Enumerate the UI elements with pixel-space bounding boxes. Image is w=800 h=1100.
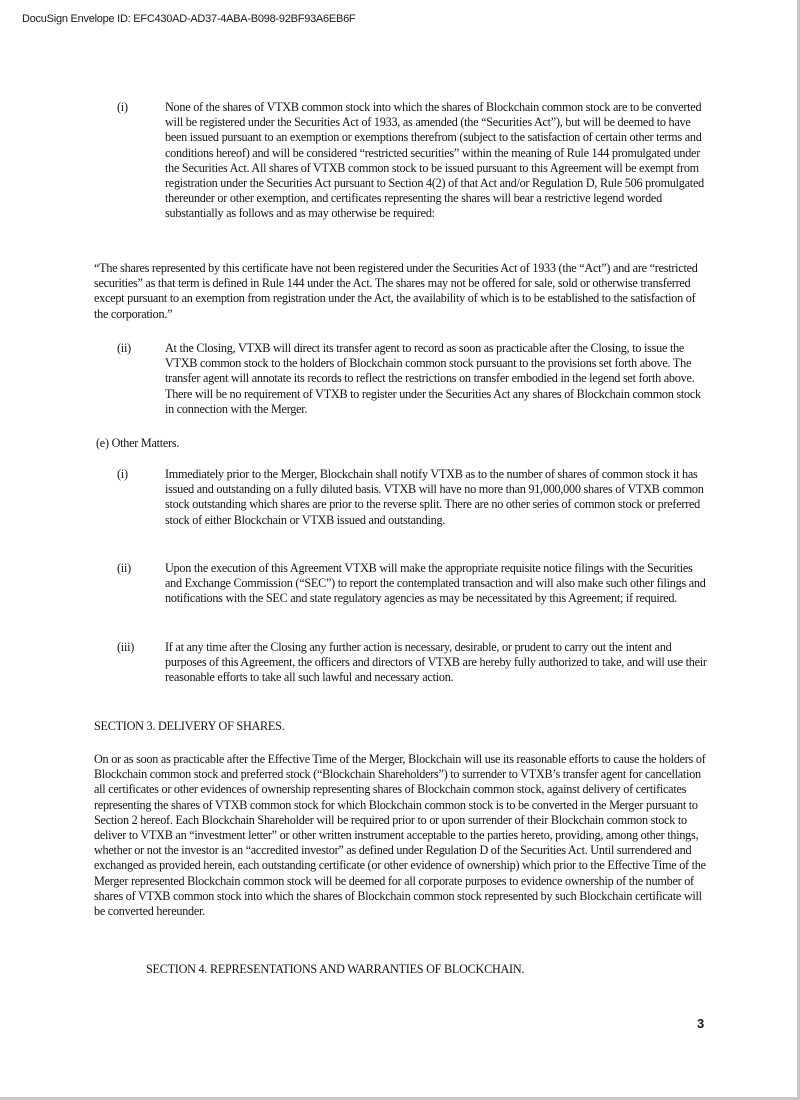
- other-matters-item-ii: [117, 561, 707, 607]
- item-number: (ii): [117, 341, 131, 355]
- item-number: (ii): [117, 561, 131, 575]
- item-number: (iii): [117, 640, 135, 654]
- other-matters-item-iii: [117, 640, 707, 686]
- item-text: Immediately prior to the Merger, Blockchain shall notify VTXB as to the number of shares of common stock it has issued and outstanding on a fully diluted basis. VTXB will have no more than 91,000,000 shares of VTXB common stock outstanding which shares are prior to the reverse split. There are no other series of common stock or preferred stock of either Blockchain or VTXB issued and outstanding.: [165, 467, 704, 527]
- item-text: None of the shares of VTXB common stock into which the shares of Blockchain common stock are to be converted will be registered under the Securities Act of 1933, as amended (the “Securities Act”), but will be deemed to have been issued pursuant to an exemption or exemptions therefrom (subject to the satisfaction of certain other terms and conditions hereof) and will be considered “restricted securities” within the meaning of Rule 144 promulgated under the Securities Act. All shares of VTXB common stock to be issued pursuant to this Agreement will be exempt from registration under the Securities Act pursuant to Section 4(2) of that Act and/or Regulation D, Rule 506 promulgated thereunder or other exemption, and certificates representing the shares will bear a restrictive legend worded substantially as follows and as may otherwise be required:: [165, 100, 704, 221]
- item-text: Upon the execution of this Agreement VTXB will make the appropriate requisite notice filings with the Securities and Exchange Commission (“SEC”) to report the contemplated transaction and will also make such other filings and notifications with the SEC and state regulatory agencies as may be necessitated by this Agreement; if required.: [165, 561, 706, 606]
- item-text: At the Closing, VTXB will direct its transfer agent to record as soon as practicable after the Closing, to issue the VTXB common stock to the holders of Blockchain common stock pursuant to the provisions set forth above. The transfer agent will annotate its records to reflect the restrictions on transfer embodied in the legend set forth above. There will be no requirement of VTXB to register under the Securities Act any shares of Blockchain common stock in connection with the Merger.: [165, 341, 701, 416]
- securities-item-ii: [117, 341, 707, 417]
- securities-item-i: [117, 100, 707, 222]
- restrictive-legend: “The shares represented by this certificate have not been registered under the Securities Act of 1933 (the “Act”) and are “restricted securities” as that term is defined in Rule 144 under the Act. The shares may not be offered for sale, sold or otherwise transferred except pursuant to an exemption from registration under the Act, the availability of which is to be established to the satisfaction of the corporation.”: [94, 261, 698, 321]
- section-4-heading: SECTION 4. REPRESENTATIONS AND WARRANTIES OF BLOCKCHAIN.: [146, 962, 525, 976]
- item-number: (i): [117, 100, 128, 114]
- other-matters-item-i: [117, 467, 707, 528]
- section-3-body: On or as soon as practicable after the Effective Time of the Merger, Blockchain will use its reasonable efforts to cause the holders of Blockchain common stock and preferred stock (“Blockchain Shareholders”) to surrender to VTXB’s transfer agent for cancellation all certificates or other evidences of ownership representing shares of Blockchain common stock, against delivery of certificates representing the shares of VTXB common stock for which Blockchain common stock is to be converted in the Merger pursuant to Section 2 hereof. Each Blockchain Shareholder will be required prior to or upon surrender of their Blockchain common stock to deliver to VTXB an “investment letter” or other written instrument acceptable to the parties hereto, providing, among other things, whether or not the investor is an “accredited investor” as defined under Regulation D of the Securities Act. Until surrendered and exchanged as provided herein, each outstanding certificate (or other evidence of ownership) which prior to the Effective Time of the Merger represented Blockchain common stock will be deemed for all corporate purposes to evidence ownership of the number of shares of VTXB common stock into which the shares of Blockchain common stock represented by such Blockchain certificate will be converted hereunder.: [94, 752, 706, 919]
- docusign-envelope-id: DocuSign Envelope ID: EFC430AD-AD37-4ABA-B098-92BF93A6EB6F: [22, 13, 356, 25]
- page-number: 3: [697, 1016, 705, 1031]
- item-number: (i): [117, 467, 128, 481]
- other-matters-heading: (e) Other Matters.: [96, 436, 180, 450]
- item-text: If at any time after the Closing any further action is necessary, desirable, or prudent to carry out the intent and purposes of this Agreement, the officers and directors of VTXB are hereby fully authorized to take, and will use their reasonable efforts to take all such lawful and necessary action.: [165, 640, 707, 685]
- section-3-heading: SECTION 3. DELIVERY OF SHARES.: [94, 719, 285, 733]
